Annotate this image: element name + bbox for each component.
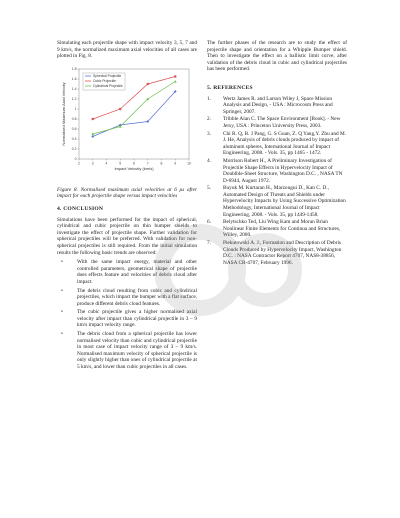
- reference-text: Morrison Robert H., A Preliminary Investigation of Projectile Shape Effects in Hypervelocity Impact of Doublble-Sheet Structure, Washington D.C. , NASA TN D-6944, August 1972.: [223, 157, 343, 184]
- x-tick-label: 4: [105, 161, 108, 166]
- section-heading-references: 5. REFERENCES: [207, 84, 253, 91]
- data-point: [147, 83, 149, 85]
- x-axis-label: Impact Velocity (km/s): [114, 165, 154, 171]
- y-tick-label: 1.4: [71, 86, 77, 91]
- y-tick-label: 0.4: [71, 136, 77, 141]
- reference-item: [207, 158, 347, 184]
- bullet-item: • The debris cloud resulting from cubic and cylindrical projectiles, which impact the bumper with a flat surface, produce different debris cloud features.: [57, 288, 197, 308]
- figure-8-chart: [57, 63, 197, 183]
- reference-item: [207, 96, 347, 116]
- reference-number: 5.: [207, 185, 211, 192]
- reference-item: [207, 185, 347, 218]
- reference-text: Piekutowski A. J., Formation and Description of Debris Clouds Produced by Hypervelocity Impact, Washington D.C. : NASA Contractor Report 4707, NAS8-38856, NASA CR-4707, February 1996.: [223, 240, 342, 266]
- intro-paragraph: Simulating each projectile shape with impact velocity 3, 5, 7 and 9 km/s, the normalized maximum axial velocities of all cases are plotted in Fig. 8.: [57, 40, 197, 60]
- legend-label: Cubic Projectile: [93, 78, 116, 83]
- reference-text: Wertz James R. and Larson Wiley J, Space Mission Analysis and Design, - USA : Microcosm Press and Springer, 2007.: [223, 95, 333, 115]
- y-tick-label: 1.8: [71, 66, 77, 71]
- bullet-item: • The debris cloud from a spherical projectile has lower normalised velocity than cubic and cylindrical projectile in most case of impact velocity range of 3 – 9 km/s. Normalised maximum velocity of spherical projectile is only slightly higher than ones of cylindrical projectile at 5 km/s, and lower than cubic projectiles in all cases.: [57, 331, 197, 371]
- x-tick-label: 3: [91, 161, 94, 166]
- series-line: [93, 91, 176, 136]
- y-axis-label: Normalised Maximum Axial Velocity: [61, 82, 66, 146]
- x-tick-label: 7: [146, 161, 149, 166]
- reference-number: 2.: [207, 116, 211, 123]
- reference-number: 7.: [207, 240, 211, 247]
- data-point: [174, 75, 176, 77]
- data-point: [91, 135, 94, 138]
- reference-number: 3.: [207, 130, 211, 137]
- y-tick-label: 1.2: [71, 96, 77, 101]
- reference-item: [207, 116, 347, 129]
- data-point: [119, 108, 121, 110]
- line-chart: [57, 63, 197, 183]
- x-tick-label: 6: [133, 161, 135, 166]
- reference-text: Buyuk M. Kurtaran H., Marzougui D., Kan C. D., Automated Design of Threats and Shields under Hypervelocity Impacts by Using Successive Optimization Methodology, International Journal of Impact Engineering, 2008. - Vols. 35, pp 1449-1458.: [223, 185, 346, 218]
- y-tick-label: 0: [74, 156, 77, 161]
- future-work-paragraph: The further phases of the research are to study the effect of projectile shape and orientation for a Whipple Bumper shield. Then to investigate the effect on a ballistic limit curve, after validation of the debris cloud in cubic and cylindrical projectiles has been performed.: [207, 40, 347, 73]
- bullet-item: • The cubic projectile gives a higher normalised axial velocity after impact than cylindrical projectile in 3 – 9 km/s impact velocity range.: [57, 309, 197, 329]
- reference-text: Belytschko Ted, Liu Wing Kam and Moran Brian Nonlinear Finite Elements for Continua and Structures, Willey, 2000.: [223, 219, 341, 239]
- y-tick-label: 0.6: [71, 126, 77, 131]
- x-tick-label: 9: [174, 161, 177, 166]
- y-tick-label: 1.6: [71, 76, 77, 81]
- x-tick-label: 10: [187, 161, 191, 166]
- x-tick-label: 5: [119, 161, 122, 166]
- legend-label: Spherical Projectile: [93, 73, 122, 78]
- reference-number: 1.: [207, 95, 211, 102]
- reference-text: Chi R. Q, B. J Pang, G. S Guan, Z. Q Yang,Y. Zhu and M. J. He, Analysis of debris clouds produced by impact of aluminum spheres, International Journal of Impact Engineering, 2008. - Vols. 35, pp 1465 - 1472.: [223, 130, 347, 157]
- conclusion-paragraph: Simulations have been performed for the impact of spherical, cylindrical and cubic projectile on thin bumper shields to investigate the effect of projectile shape. Further validation for spherical projectiles will be preferred. With validation for non-spherical projectiles is still required. From the initial simulation results the following basic trends are observed:: [57, 216, 197, 256]
- x-tick-label: 2: [78, 161, 80, 166]
- y-tick-label: 1: [74, 106, 77, 111]
- y-tick-label: 0.8: [71, 116, 77, 121]
- reference-number: 4.: [207, 157, 211, 164]
- figure-caption: Figure 8. Normalised maximum axial velocities at 6 μs after impact for each projectile shape versus impact velocities: [57, 186, 197, 200]
- reference-number: 6.: [207, 219, 211, 226]
- data-point: [174, 80, 177, 83]
- bullet-item: • With the same impact energy, material and other controlled parameters, geometrical shape of projectile does effects feature and velocities of debris cloud after impact.: [57, 259, 197, 285]
- data-point: [92, 118, 94, 120]
- legend-label: Cylindrical Projectile: [93, 83, 123, 88]
- section-heading-conclusion: 4. CONCLUSION: [57, 205, 104, 212]
- reference-item: [207, 131, 347, 157]
- watermark-logo: [155, 215, 305, 325]
- x-tick-label: 8: [160, 161, 163, 166]
- reference-text: Tribble Alan C. The Space Environment [Book]. - New Jersy, USA : Princeton University Press, 2003.: [223, 116, 341, 129]
- y-tick-label: 0.2: [71, 146, 77, 151]
